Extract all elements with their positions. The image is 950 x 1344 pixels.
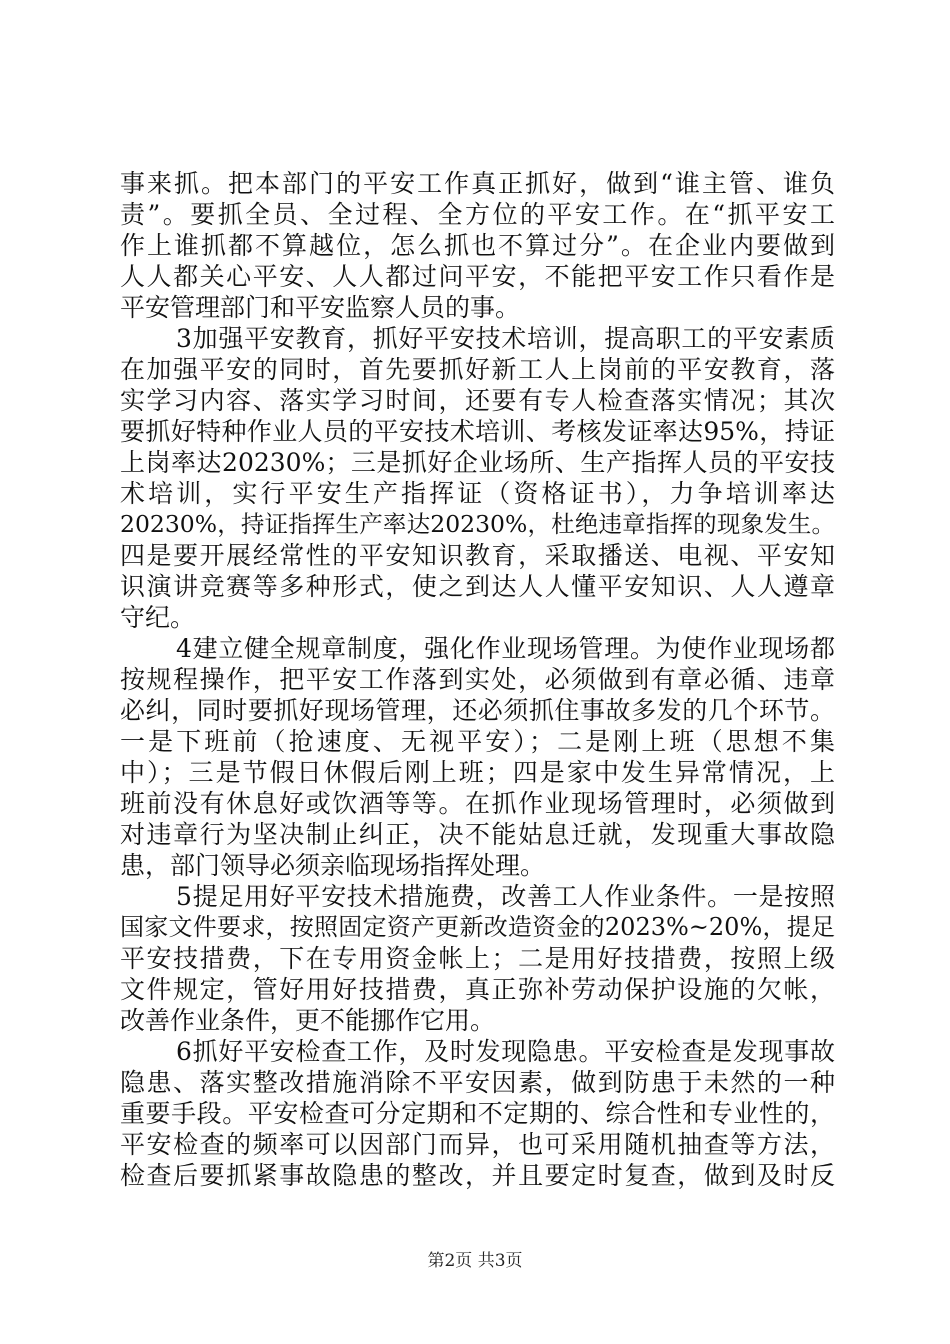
text-line: 四是要开展经常性的平安知识教育，采取播送、电视、平安知 <box>120 541 835 570</box>
text-line: 上岗率达20230%；三是抓好企业场所、生产指挥人员的平安技 <box>120 448 835 477</box>
text-line: 责”。要抓全员、全过程、全方位的平安工作。在“抓平安工 <box>120 200 835 229</box>
body-text <box>120 168 835 1191</box>
text-line: 班前没有休息好或饮酒等等。在抓作业现场管理时，必须做到 <box>120 789 835 818</box>
text-line: 守纪。 <box>120 603 196 632</box>
text-line: 按规程操作，把平安工作落到实处，必须做到有章必循、违章 <box>120 665 835 694</box>
text-line: 5提足用好平安技术措施费，改善工人作业条件。一是按照 <box>176 882 835 911</box>
text-line: 要抓好特种作业人员的平安技术培训、考核发证率达95%，持证 <box>120 417 835 446</box>
text-line: 平安技措费，下在专用资金帐上；二是用好技措费，按照上级 <box>120 944 835 973</box>
text-line: 国家文件要求，按照固定资产更新改造资金的2023%~20%，提足 <box>120 913 835 941</box>
text-line: 3加强平安教育，抓好平安技术培训，提高职工的平安素质 <box>176 324 835 353</box>
text-line: 隐患、落实整改措施消除不平安因素，做到防患于未然的一种 <box>120 1068 835 1097</box>
text-line: 识演讲竞赛等多种形式，使之到达人人懂平安知识、人人遵章 <box>120 572 835 601</box>
text-line: 患，部门领导必须亲临现场指挥处理。 <box>120 851 546 880</box>
text-line: 中）；三是节假日休假后刚上班；四是家中发生异常情况，上 <box>120 758 835 787</box>
text-line: 实学习内容、落实学习时间，还要有专人检查落实情况；其次 <box>120 386 835 415</box>
text-line: 术培训，实行平安生产指挥证（资格证书），力争培训率达 <box>120 479 835 508</box>
text-line: 必纠，同时要抓好现场管理，还必须抓住事故多发的几个环节。 <box>120 696 835 725</box>
text-line: 一是下班前（抢速度、无视平安）；二是刚上班（思想不集 <box>120 727 835 756</box>
text-line: 改善作业条件，更不能挪作它用。 <box>120 1006 496 1035</box>
text-line: 6抓好平安检查工作，及时发现隐患。平安检查是发现事故 <box>176 1037 835 1066</box>
text-line: 对违章行为坚决制止纠正，决不能姑息迁就，发现重大事故隐 <box>120 820 835 849</box>
text-line: 在加强平安的同时，首先要抓好新工人上岗前的平安教育，落 <box>120 355 835 384</box>
page-number-footer: 第2页 共3页 <box>427 1251 523 1271</box>
text-line: 文件规定，管好用好技措费，真正弥补劳动保护设施的欠帐， <box>120 975 835 1004</box>
text-line: 4建立健全规章制度，强化作业现场管理。为使作业现场都 <box>176 634 835 663</box>
text-line: 平安检查的频率可以因部门而异，也可采用随机抽查等方法， <box>120 1130 835 1159</box>
text-line: 事来抓。把本部门的平安工作真正抓好，做到“谁主管、谁负 <box>120 169 835 198</box>
text-line: 检查后要抓紧事故隐患的整改，并且要定时复查，做到及时反 <box>120 1161 835 1190</box>
text-line: 重要手段。平安检查可分定期和不定期的、综合性和专业性的， <box>120 1099 835 1128</box>
text-line: 平安管理部门和平安监察人员的事。 <box>120 293 521 322</box>
text-line: 人人都关心平安、人人都过问平安，不能把平安工作只看作是 <box>120 262 835 291</box>
text-line: 作上谁抓都不算越位，怎么抓也不算过分”。在企业内要做到 <box>120 231 835 260</box>
text-line: 20230%，持证指挥生产率达20230%，杜绝违章指挥的现象发生。 <box>120 510 835 538</box>
